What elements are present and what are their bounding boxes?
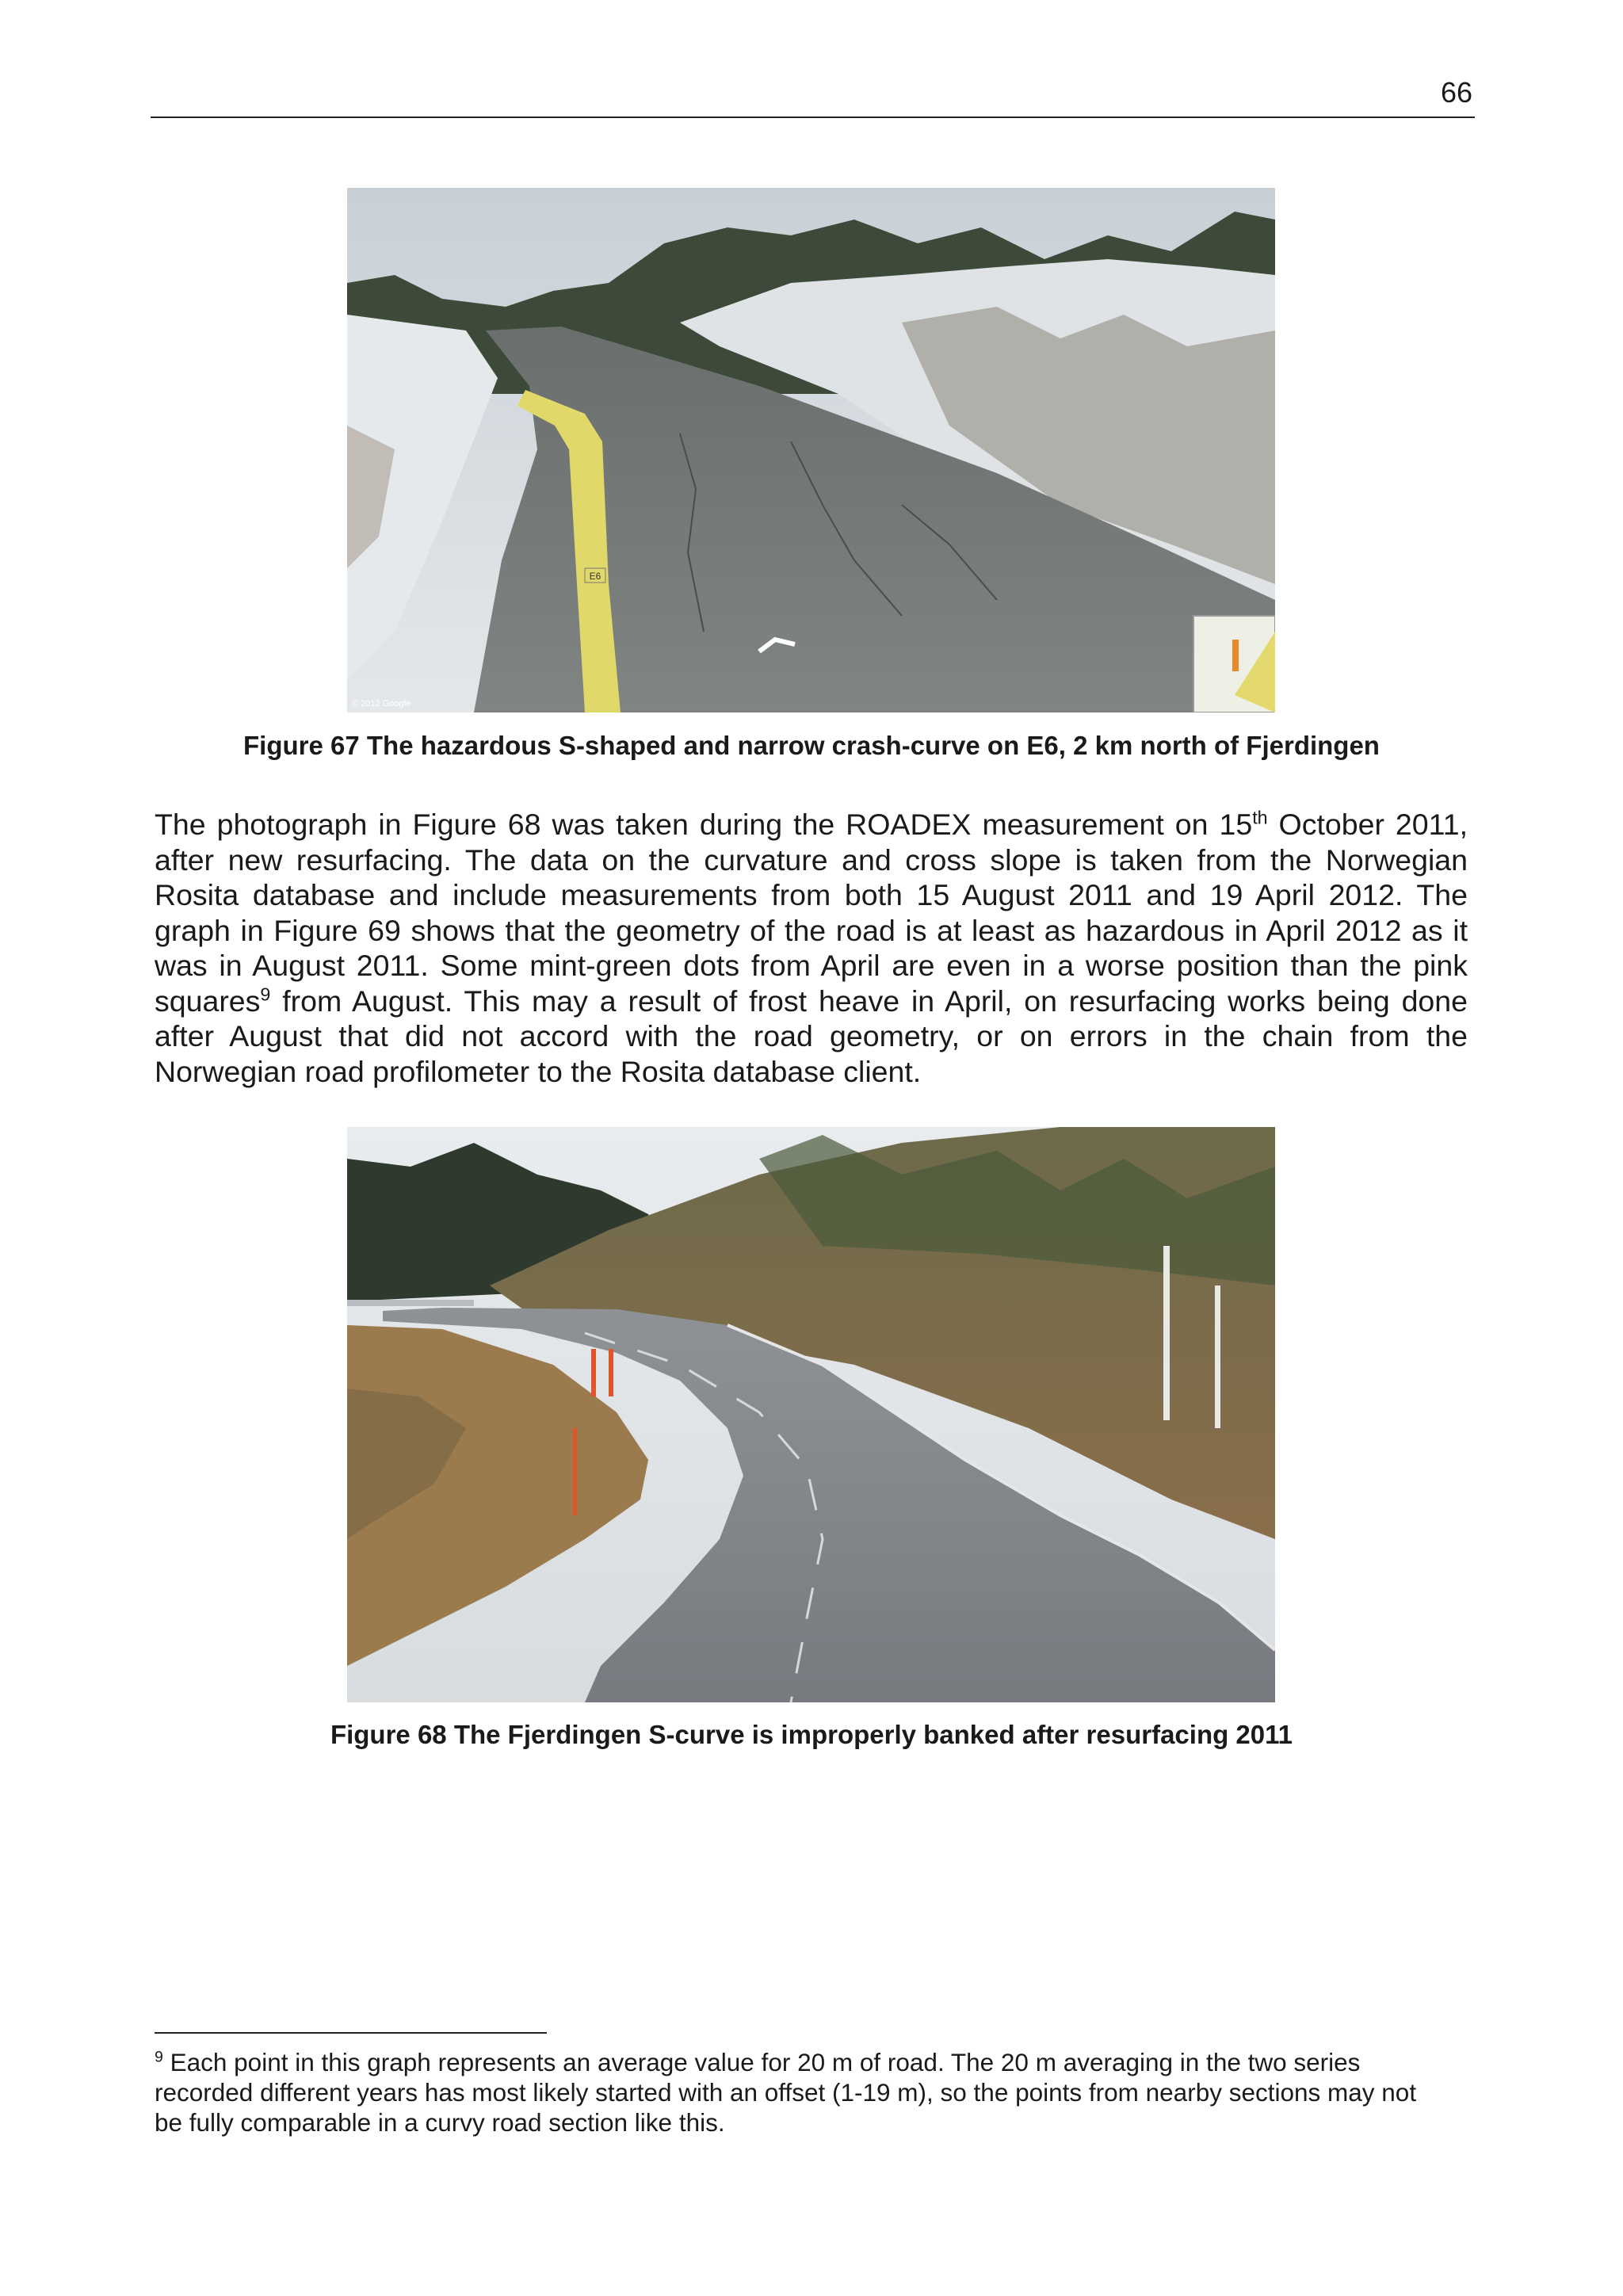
footnote-reference[interactable]: 9 [260,984,271,1004]
ordinal-superscript: th [1252,807,1268,828]
pegman-icon [1232,640,1239,671]
body-text-c: from August. This may a result of frost heave in April, on resurfacing works being done after August that did not accord with the road geometry, or on errors in the chain from the Norwegian road profilometer to the Rosita database client. [155,984,1468,1088]
body-text-b: October 2011, after new resurfacing. The data on the curvature and cross slope is taken from the Norwegian Rosita database and include measurements from both 15 August 2011 and 19 April 2012. The graph in Figure 69 shows that the geometry of the road is at least as hazardous in April 2012 as it was in August 2011. Some mint-green dots from April are even in a worse position than the pink squares [155,808,1468,1018]
page-number: 66 [1440,76,1472,109]
footnote-text: Each point in this graph represents an average value for 20 m of road. The 20 m averaging in the two series recorded different years has most likely started with an offset (1-19 m), so the points from nearby sections may not be fully comparable in a curvy road section like this. [155,2048,1417,2137]
figure-68-caption: Figure 68 The Fjerdingen S-curve is improperly banked after resurfacing 2011 [330,1720,1293,1749]
body-paragraph [155,807,1468,1089]
map-copyright: © 2012 Google [352,699,411,709]
roadside-marker-pole [591,1349,596,1396]
figure-67-photo [347,188,1275,712]
road-sign-e6: E6 [589,571,601,582]
figure-67-caption: Figure 67 The hazardous S-shaped and narrow crash-curve on E6, 2 km north of Fjerdingen [243,731,1380,760]
footnote-separator [155,2032,547,2034]
footnote [155,2047,1438,2137]
roadside-marker-pole [573,1428,577,1515]
s-curve-road-image [347,1127,1275,1702]
footnote-number: 9 [155,2048,163,2066]
header-rule [151,117,1475,118]
roadside-marker-pole [609,1349,613,1396]
body-text-a: The photograph in Figure 68 was taken during the ROADEX measurement on 15 [155,808,1253,841]
figure-68-photo [347,1127,1275,1702]
street-view-road-image [347,188,1275,712]
